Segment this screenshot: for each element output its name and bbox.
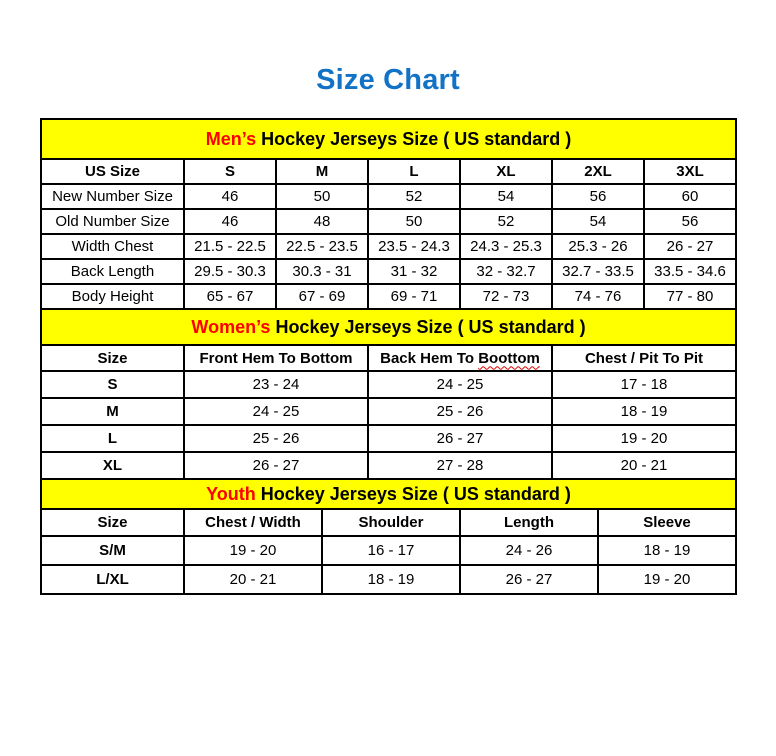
row-label: Old Number Size bbox=[41, 209, 184, 234]
row-label: New Number Size bbox=[41, 184, 184, 209]
row-label: L bbox=[41, 425, 184, 452]
size-value: 19 - 20 bbox=[598, 565, 736, 594]
youth-size-table bbox=[40, 478, 737, 595]
size-value: 46 bbox=[184, 184, 276, 209]
size-value: 29.5 - 30.3 bbox=[184, 259, 276, 284]
size-value: 25.3 - 26 bbox=[552, 234, 644, 259]
table-row bbox=[41, 398, 736, 425]
band-highlight: Women’s bbox=[191, 316, 271, 337]
size-value: 65 - 67 bbox=[184, 284, 276, 309]
table-row bbox=[41, 565, 736, 594]
size-tables bbox=[40, 118, 737, 595]
row-label: S bbox=[41, 371, 184, 398]
column-header: Chest / Pit To Pit bbox=[552, 345, 736, 371]
table-row bbox=[41, 425, 736, 452]
column-header: Chest / Width bbox=[184, 509, 322, 536]
size-value: 72 - 73 bbox=[460, 284, 552, 309]
size-value: 26 - 27 bbox=[460, 565, 598, 594]
size-value: 26 - 27 bbox=[644, 234, 736, 259]
column-header: Sleeve bbox=[598, 509, 736, 536]
column-header-text: Back Hem To bbox=[380, 349, 479, 367]
size-value: 20 - 21 bbox=[184, 565, 322, 594]
size-value: 23.5 - 24.3 bbox=[368, 234, 460, 259]
size-value: 18 - 19 bbox=[598, 536, 736, 565]
size-value: 33.5 - 34.6 bbox=[644, 259, 736, 284]
size-value: 31 - 32 bbox=[368, 259, 460, 284]
row-label: M bbox=[41, 398, 184, 425]
size-value: 24 - 25 bbox=[184, 398, 368, 425]
row-label: S/M bbox=[41, 536, 184, 565]
column-header: Front Hem To Bottom bbox=[184, 345, 368, 371]
size-value: 18 - 19 bbox=[322, 565, 460, 594]
size-value: 24.3 - 25.3 bbox=[460, 234, 552, 259]
size-chart-page bbox=[0, 64, 776, 756]
table-row bbox=[41, 284, 736, 309]
row-label: XL bbox=[41, 452, 184, 479]
size-value: 56 bbox=[644, 209, 736, 234]
table-row bbox=[41, 259, 736, 284]
column-header bbox=[368, 345, 552, 371]
table-row bbox=[41, 209, 736, 234]
size-value: 54 bbox=[552, 209, 644, 234]
size-value: 25 - 26 bbox=[184, 425, 368, 452]
band-highlight: Men’s bbox=[205, 128, 257, 149]
band-text: Hockey Jerseys Size ( US standard ) bbox=[256, 128, 572, 149]
size-value: 32.7 - 33.5 bbox=[552, 259, 644, 284]
size-chart-canvas bbox=[0, 64, 776, 595]
size-value: 25 - 26 bbox=[368, 398, 552, 425]
table-row bbox=[41, 536, 736, 565]
row-label: L/XL bbox=[41, 565, 184, 594]
column-header: XL bbox=[460, 159, 552, 184]
size-value: 69 - 71 bbox=[368, 284, 460, 309]
table-row bbox=[41, 452, 736, 479]
size-value: 32 - 32.7 bbox=[460, 259, 552, 284]
size-value: 60 bbox=[644, 184, 736, 209]
misspelled-word: Boottom bbox=[478, 349, 540, 367]
column-header: Shoulder bbox=[322, 509, 460, 536]
size-value: 50 bbox=[276, 184, 368, 209]
size-value: 23 - 24 bbox=[184, 371, 368, 398]
row-label: Back Length bbox=[41, 259, 184, 284]
column-header: L bbox=[368, 159, 460, 184]
row-label: Width Chest bbox=[41, 234, 184, 259]
table-row bbox=[41, 234, 736, 259]
size-value: 21.5 - 22.5 bbox=[184, 234, 276, 259]
size-value: 46 bbox=[184, 209, 276, 234]
size-value: 56 bbox=[552, 184, 644, 209]
row-label: Body Height bbox=[41, 284, 184, 309]
size-value: 52 bbox=[460, 209, 552, 234]
table-row bbox=[41, 371, 736, 398]
size-value: 17 - 18 bbox=[552, 371, 736, 398]
size-value: 26 - 27 bbox=[368, 425, 552, 452]
column-header: Size bbox=[41, 345, 184, 371]
column-header: 2XL bbox=[552, 159, 644, 184]
column-header: 3XL bbox=[644, 159, 736, 184]
size-value: 77 - 80 bbox=[644, 284, 736, 309]
size-value: 50 bbox=[368, 209, 460, 234]
size-value: 19 - 20 bbox=[552, 425, 736, 452]
size-value: 52 bbox=[368, 184, 460, 209]
size-value: 48 bbox=[276, 209, 368, 234]
youth-band bbox=[41, 479, 736, 509]
table-row bbox=[41, 184, 736, 209]
size-value: 18 - 19 bbox=[552, 398, 736, 425]
column-header: Length bbox=[460, 509, 598, 536]
page-title: Size Chart bbox=[316, 64, 460, 96]
mens-band bbox=[41, 119, 736, 159]
size-value: 24 - 26 bbox=[460, 536, 598, 565]
band-text: Hockey Jerseys Size ( US standard ) bbox=[255, 483, 571, 504]
size-value: 20 - 21 bbox=[552, 452, 736, 479]
size-value: 67 - 69 bbox=[276, 284, 368, 309]
size-value: 30.3 - 31 bbox=[276, 259, 368, 284]
size-value: 19 - 20 bbox=[184, 536, 322, 565]
mens-size-table bbox=[40, 118, 737, 310]
size-value: 74 - 76 bbox=[552, 284, 644, 309]
size-value: 54 bbox=[460, 184, 552, 209]
column-header: Size bbox=[41, 509, 184, 536]
column-header: US Size bbox=[41, 159, 184, 184]
band-highlight: Youth bbox=[206, 483, 256, 504]
size-value: 16 - 17 bbox=[322, 536, 460, 565]
size-value: 27 - 28 bbox=[368, 452, 552, 479]
womens-size-table bbox=[40, 308, 737, 480]
size-value: 26 - 27 bbox=[184, 452, 368, 479]
womens-band bbox=[41, 309, 736, 345]
column-header: M bbox=[276, 159, 368, 184]
size-value: 22.5 - 23.5 bbox=[276, 234, 368, 259]
band-text: Hockey Jerseys Size ( US standard ) bbox=[270, 316, 586, 337]
size-value: 24 - 25 bbox=[368, 371, 552, 398]
column-header: S bbox=[184, 159, 276, 184]
